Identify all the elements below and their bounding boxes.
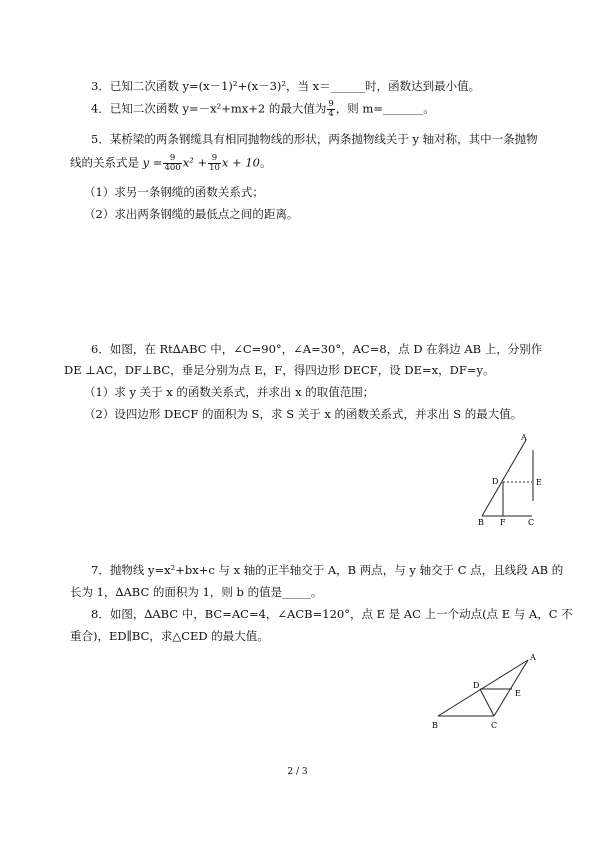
label-b: B bbox=[478, 518, 484, 527]
question-4 bbox=[91, 100, 435, 119]
question-7-line-1: 7．抛物线 y=x²+bx+c 与 x 轴的正半轴交于 A，B 两点，与 y 轴交于 C 点，且线段 AB 的 bbox=[91, 563, 564, 577]
question-6-sub-2: （2）设四边形 DECF 的面积为 S，求 S 关于 x 的函数关系式，并求出 S 的最大值。 bbox=[84, 407, 523, 421]
figure-right-triangle bbox=[470, 428, 550, 528]
label-f: F bbox=[500, 518, 506, 527]
segment-ab bbox=[438, 660, 528, 716]
question-7-line-2: 长为 1，∆ABC 的面积为 1，则 b 的值是_____。 bbox=[70, 585, 323, 599]
question-5-sub-2: （2）求出两条钢缆的最低点之间的距离。 bbox=[84, 207, 299, 221]
fraction-nine-fourths: $\frac{9}{4}$ bbox=[328, 99, 334, 119]
question-8-line-2: 重合)，ED∥BC，求△CED 的最大值。 bbox=[70, 629, 269, 643]
label-e: E bbox=[515, 689, 521, 698]
question-6-line-2: DE ⊥AC，DF⊥BC，垂足分别为点 E，F，得四边形 DECF，设 DE=x，DF=y。 bbox=[64, 363, 495, 377]
label-a: A bbox=[530, 653, 536, 662]
segment-ab bbox=[482, 440, 526, 516]
question-5-sub-1: （1）求另一条钢缆的函数关系式； bbox=[84, 185, 264, 199]
label-e: E bbox=[536, 478, 542, 487]
fraction-9-400: $\frac{9}{400}$ bbox=[164, 153, 181, 173]
label-c: C bbox=[528, 518, 535, 527]
segment-dc bbox=[480, 689, 494, 716]
question-6-sub-1: （1）求 y 关于 x 的函数关系式，并求出 x 的取值范围； bbox=[84, 385, 375, 399]
question-4-text: 4．已知二次函数 y=－x²+mx+2 的最大值为 bbox=[91, 101, 327, 116]
question-6-line-1: 6．如图，在 Rt∆ABC 中，∠C=90°，∠A=30°，AC=8，点 D 在斜边 AB 上，分别作 bbox=[91, 342, 543, 356]
label-b: B bbox=[432, 721, 438, 730]
question-5-line-2: 线的关系式是 y = $\frac{9}{400}$ x² + $\frac{9}{10}$ x + 10。 bbox=[70, 153, 272, 173]
question-8-line-1: 8．如图，∆ABC 中，BC=AC=4，∠ACB=120°，点 E 是 AC 上一个动点(点 E 与 A，C 不 bbox=[91, 607, 573, 621]
equation-y: y bbox=[142, 155, 150, 170]
page-number: 2 / 3 bbox=[287, 767, 308, 777]
label-d: D bbox=[473, 681, 480, 690]
question-3: 3．已知二次函数 y=(x－1)²+(x－3)²，当 x＝______时，函数达到最小值。 bbox=[91, 79, 481, 93]
label-d: D bbox=[492, 477, 499, 486]
question-5-line-1: 5．某桥梁的两条钢缆具有相同抛物线的形状，两条抛物线关于 y 轴对称，其中一条抛物 bbox=[91, 132, 538, 146]
label-a: A bbox=[521, 433, 527, 442]
figure-triangle-ced bbox=[426, 648, 546, 738]
segment-ca bbox=[494, 660, 528, 716]
question-4-text-end: ，则 m=_______。 bbox=[335, 101, 435, 116]
label-c: C bbox=[491, 721, 498, 730]
fraction-9-10: $\frac{9}{10}$ bbox=[209, 153, 220, 173]
